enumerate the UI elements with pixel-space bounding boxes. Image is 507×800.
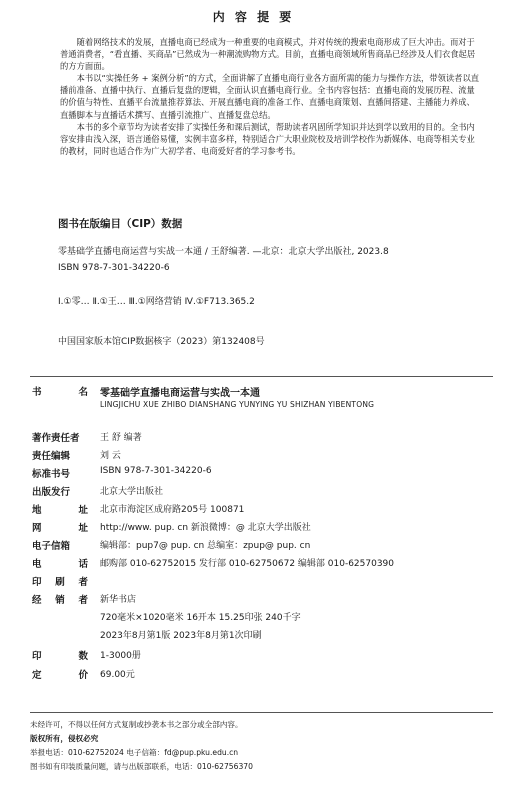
phone-value: 邮购部 010-62752015 发行部 010-62750672 编辑部 010-62570390 (100, 559, 395, 569)
quality-contact: 图书如有印装质量问题，请与出版部联系，电话：010-62756370 (30, 762, 253, 771)
printer-label: 印 刷 者 (32, 577, 88, 588)
website-value: http://www. pup. cn 新浪微博：@ 北京大学出版社 (100, 523, 311, 533)
email-label: 电子信箱 (32, 541, 71, 552)
content-summary (60, 36, 480, 157)
print-run-value: 1-3000册 (100, 651, 141, 661)
summary-paragraph: 随着网络技术的发展，直播电商已经成为一种重要的电商模式，并对传统的搜索电商形成了巨大冲击。而对于普通消费者，“看直播、买商品”已然成为一种潮流购物方式。目前，直播电商领域所售商品已经涉及人们衣食起居的方方面面。 (60, 37, 476, 72)
cip-verify-number: 中国国家版本馆CIP数据核字（2023）第132408号 (58, 337, 265, 347)
isbn-label: 标准书号 (32, 469, 71, 480)
author-label: 著作责任者 (32, 433, 80, 444)
cip-data-block (58, 216, 498, 347)
cip-heading: 图书在版编目（CIP）数据 (58, 218, 183, 230)
summary-paragraph: 本书以“实操任务 + 案例分析”的方式，全面讲解了直播电商行业各方面所需的能力与操作方法，带领读者以直播前准备、直播中执行、直播后复盘的逻辑，全面认识直播电商行业。全书内容包括：直播电商的发展历程、流量的价值与特性、直播平台流量推荐算法、开展直播电商的准备工作、直播电商策划、直播间搭建、主播能力养成、直播脚本与直播话术撰写、直播引流推广、直播复盘总结。 (60, 73, 480, 120)
distributor-value: 新华书店 (100, 595, 137, 605)
distributor-label: 经 销 者 (32, 595, 88, 606)
address-value: 北京市海淀区成府路205号 100871 (100, 505, 245, 515)
print-run-label: 印 数 (32, 651, 88, 662)
phone-label: 电 话 (32, 559, 88, 570)
cip-record-line: 零基础学直播电商运营与实战一本通 / 王舒编著. —北京：北京大学出版社, 2023.8 (58, 247, 389, 257)
divider (30, 376, 493, 377)
book-title-label: 书 名 (32, 387, 88, 398)
content-summary-heading: 内 容 提 要 (212, 10, 295, 24)
address-label: 地 址 (32, 505, 88, 516)
edition-value: 2023年8月第1版 2023年8月第1次印刷 (100, 631, 262, 641)
cip-classification: Ⅰ.①零… Ⅱ.①王… Ⅲ.①网络营销 Ⅳ.①F713.365.2 (58, 297, 255, 307)
author-value: 王 舒 编著 (100, 433, 142, 443)
divider (30, 712, 493, 713)
publisher-value: 北京大学出版社 (100, 487, 164, 497)
rights-reserved: 版权所有，侵权必究 (30, 734, 99, 743)
isbn-value: ISBN 978-7-301-34220-6 (100, 466, 212, 476)
price-label: 定 价 (32, 670, 88, 681)
publisher-label: 出版发行 (32, 487, 71, 498)
format-value: 720毫米×1020毫米 16开本 15.25印张 240千字 (100, 613, 301, 623)
email-value: 编辑部：pup7@ pup. cn 总编室：zpup@ pup. cn (100, 541, 311, 551)
price-value: 69.00元 (100, 670, 135, 680)
book-title-pinyin: LINGJICHU XUE ZHIBO DIANSHANG YUNYING YU SHIZHAN YIBENTONG (100, 400, 375, 409)
book-title-value: 零基础学直播电商运营与实战一本通 (100, 388, 260, 399)
copyright-footer (30, 718, 500, 774)
editor-value: 刘 云 (100, 451, 121, 461)
report-contact: 举报电话：010-62752024 电子信箱：fd@pup.pku.edu.cn (30, 748, 239, 757)
copy-warning: 未经许可，不得以任何方式复制或抄袭本书之部分或全部内容。 (30, 720, 243, 729)
summary-paragraph: 本书的多个章节均为读者安排了实操任务和课后测试，帮助读者巩固所学知识并达到学以致用的目的。全书内容安排由浅入深，语言通俗易懂，实例丰富多样，特别适合广大职业院校及培训学校作为新媒体、电商等相关专业的教材，同时也适合作为广大初学者、电商爱好者的学习参考书。 (60, 121, 475, 156)
editor-label: 责任编辑 (32, 451, 71, 462)
website-label: 网 址 (32, 523, 88, 534)
cip-isbn-line: ISBN 978-7-301-34220-6 (58, 263, 170, 273)
